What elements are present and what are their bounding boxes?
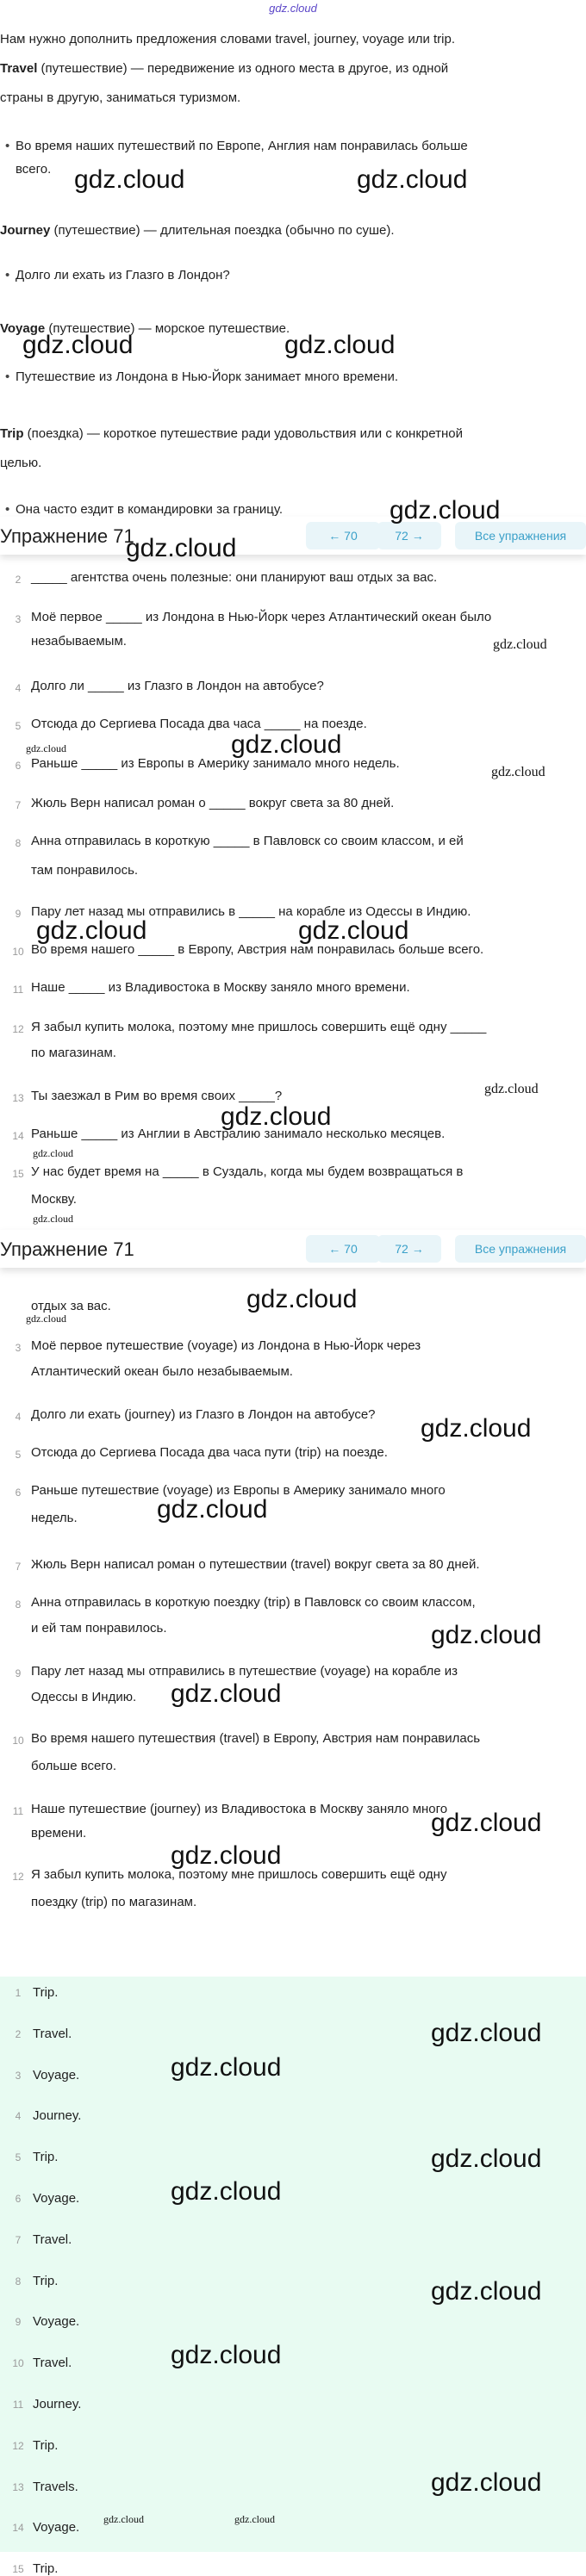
task-item-number: 7 — [15, 799, 22, 811]
translation-item-number: 10 — [12, 1735, 24, 1747]
task-item-text: Анна отправилась в короткую _____ в Павловск со своим классом, и ей — [31, 834, 464, 848]
answer-number: 2 — [15, 2027, 22, 2040]
translation-item-number: 3 — [15, 1342, 22, 1354]
watermark-logo: gdz.cloud — [484, 1082, 539, 1096]
task-item-number: 3 — [15, 613, 22, 625]
task-item-number: 8 — [15, 837, 22, 849]
task-item-text: Жюль Верн написал роман о _____ вокруг света за 80 дней. — [31, 796, 395, 810]
trip-definition-cont: целью. — [0, 456, 42, 470]
answer-text: Voyage. — [33, 2520, 80, 2536]
journey-def-text: (путешествие) — длительная поездка (обычно по суше). — [50, 223, 395, 238]
travel-def-text: (путешествие) — передвижение из одного места в другое, из одной — [37, 61, 449, 76]
task-item-text: незабываемым. — [31, 634, 127, 649]
watermark-logo: gdz.cloud — [171, 1679, 282, 1708]
answer-text: Voyage. — [33, 2191, 80, 2206]
watermark-logo: gdz.cloud — [431, 2277, 542, 2306]
answer-text: Journey. — [33, 2397, 82, 2412]
next-exercise-button[interactable]: 72 → — [377, 522, 441, 549]
translation-item-text: и ей там понравилось. — [31, 1621, 167, 1636]
translation-item-text: поездку (trip) по магазинам. — [31, 1895, 197, 1909]
watermark-logo: gdz.cloud — [431, 2145, 542, 2173]
answer-number: 10 — [12, 2357, 24, 2370]
task-item-number: 6 — [15, 760, 22, 772]
trip-definition — [0, 419, 579, 450]
watermark-logo: gdz.cloud — [22, 331, 134, 359]
task-item-number: 11 — [12, 984, 24, 996]
task-item-number: 12 — [12, 1023, 24, 1035]
watermark-logo: gdz.cloud — [246, 1285, 358, 1313]
exercise-nav-bar-2 — [0, 1230, 586, 1268]
answer-number: 4 — [15, 2110, 22, 2123]
answer-text: Trip. — [33, 2273, 59, 2288]
translation-item-text: Атлантический океан было незабываемым. — [31, 1364, 293, 1379]
task-item-text: по магазинам. — [31, 1046, 116, 1060]
task-item-number: 4 — [15, 682, 22, 694]
watermark-logo: gdz.cloud — [33, 1147, 73, 1159]
answer-number: 3 — [15, 2069, 22, 2082]
answer-number: 11 — [12, 2399, 24, 2411]
answer-text: Trip. — [33, 2150, 59, 2165]
watermark-logo: gdz.cloud — [33, 1213, 73, 1225]
answer-number: 15 — [12, 2563, 24, 2576]
answer-text: Trip. — [33, 1985, 59, 2000]
prev-exercise-button[interactable]: ← 70 — [306, 522, 380, 549]
voyage-example: • Путешествие из Лондона в Нью-Йорк занимает много времени. — [16, 365, 576, 388]
task-item-text: Наше _____ из Владивостока в Москву заняло много времени. — [31, 980, 410, 995]
translation-item-number: 8 — [15, 1598, 22, 1611]
translation-item-text: Долго ли ехать (journey) из Глазго в Лондон на автобусе? — [31, 1407, 376, 1422]
watermark-logo: gdz.cloud — [171, 2053, 282, 2082]
trip-word: Trip — [0, 426, 24, 441]
watermark-logo: gdz.cloud — [431, 2468, 542, 2497]
watermark-logo: gdz.cloud — [231, 730, 342, 759]
watermark-logo: gdz.cloud — [431, 1809, 542, 1837]
exercise-title: Упражнение 71 — [0, 525, 134, 547]
travel-example-cont-text: всего. — [16, 162, 52, 177]
task-item-text: Долго ли _____ из Глазго в Лондон на автобусе? — [31, 679, 324, 693]
translation-item-text: больше всего. — [31, 1759, 117, 1773]
journey-definition — [0, 215, 579, 246]
answers-block — [0, 1977, 586, 2576]
translation-item-number: 12 — [12, 1871, 24, 1883]
translation-item-number: 9 — [15, 1667, 22, 1679]
next-exercise-button-2[interactable]: 72 → — [377, 1235, 441, 1263]
task-item-text: там понравилось. — [31, 863, 139, 878]
translation-item-text: Я забыл купить молока, поэтому мне пришлось совершить ещё одну — [31, 1867, 447, 1882]
answer-number: 6 — [15, 2193, 22, 2205]
watermark-logo: gdz.cloud — [431, 1621, 542, 1649]
voyage-word: Voyage — [0, 321, 46, 336]
watermark-logo: gdz.cloud — [298, 916, 409, 945]
translation-item-text: Во время нашего путешествия (travel) в Европу, Австрия нам понравилась — [31, 1731, 481, 1746]
answer-text: Trip. — [33, 2437, 59, 2453]
watermark-logo: gdz.cloud — [171, 2341, 282, 2369]
watermark-logo: gdz.cloud — [234, 2513, 275, 2525]
task-item-text: _____ агентства очень полезные: они планируют ваш отдых за вас. — [31, 570, 438, 585]
watermark-logo: gdz.cloud — [421, 1414, 532, 1443]
task-item-text: Москву. — [31, 1192, 77, 1207]
trip-def-text: (поездка) — короткое путешествие ради удовольствия или с конкретной — [23, 426, 463, 441]
answer-number: 8 — [15, 2275, 22, 2287]
answer-number: 5 — [15, 2151, 22, 2164]
prev-exercise-button-2[interactable]: ← 70 — [306, 1235, 380, 1263]
answer-number: 12 — [12, 2439, 24, 2452]
answer-number: 9 — [15, 2316, 22, 2329]
task-item-text: Я забыл купить молока, поэтому мне пришлось совершить ещё одну _____ — [31, 1020, 487, 1034]
translation-item-text: Жюль Верн написал роман о путешествии (travel) вокруг света за 80 дней. — [31, 1557, 480, 1572]
watermark-logo: gdz.cloud — [390, 496, 501, 525]
watermark-logo: gdz.cloud — [431, 2019, 542, 2047]
task-item-text: У нас будет время на _____ в Суздаль, когда мы будем возвращаться в — [31, 1164, 464, 1179]
answer-text: Travel. — [33, 2026, 72, 2041]
task-item-number: 10 — [12, 946, 24, 958]
answer-text: Journey. — [33, 2108, 82, 2124]
translation-item-text: Отсюда до Сергиева Посада два часа пути (trip) на поезде. — [31, 1445, 388, 1460]
watermark-logo: gdz.cloud — [357, 165, 468, 194]
task-item-text: Раньше _____ из Англии в Австралию занимало несколько месяцев. — [31, 1127, 446, 1141]
answer-text: Travel. — [33, 2356, 72, 2371]
travel-definition — [0, 53, 579, 84]
task-item-number: 14 — [12, 1130, 24, 1142]
translation-item-text: недель. — [31, 1511, 78, 1525]
translation-item-number: 11 — [12, 1805, 24, 1817]
trip-example: • Она часто ездит в командировки за границу. — [16, 498, 576, 521]
answer-number: 13 — [12, 2480, 24, 2493]
translation-item-text: времени. — [31, 1826, 87, 1840]
watermark-logo: gdz.cloud — [26, 742, 66, 754]
answer-number: 1 — [15, 1987, 22, 1999]
watermark-logo: gdz.cloud — [221, 1102, 332, 1131]
task-item-number: 2 — [15, 574, 22, 586]
answer-text: Travel. — [33, 2231, 72, 2247]
translation-item-text: отдых за вас. — [31, 1299, 111, 1313]
translation-item-text: Моё первое путешествие (voyage) из Лондона в Нью-Йорк через — [31, 1338, 421, 1353]
task-item-text: Во время нашего _____ в Европу, Австрия нам понравилась больше всего. — [31, 942, 484, 957]
site-logo[interactable]: gdz.cloud — [269, 2, 317, 15]
answer-text: Voyage. — [33, 2314, 80, 2330]
watermark-logo: gdz.cloud — [103, 2513, 144, 2525]
answer-number: 7 — [15, 2233, 22, 2246]
task-description: Нам нужно дополнить предложения словами travel, journey, voyage или trip. — [0, 32, 456, 47]
exercise-title-2: Упражнение 71 — [0, 1238, 134, 1260]
journey-example: • Долго ли ехать из Глазго в Лондон? — [16, 264, 576, 287]
answer-number: 14 — [12, 2522, 24, 2535]
translation-item-text: Анна отправилась в короткую поездку (trip) в Павловск со своим классом, — [31, 1595, 476, 1610]
watermark-logo: gdz.cloud — [74, 165, 185, 194]
watermark-logo: gdz.cloud — [126, 534, 237, 562]
task-item-text: Моё первое _____ из Лондона в Нью-Йорк через Атлантический океан было — [31, 610, 492, 624]
travel-word: Travel — [0, 61, 38, 76]
translation-item-text: Пару лет назад мы отправились в путешествие (voyage) на корабле из — [31, 1664, 458, 1679]
translation-item-number: 6 — [15, 1487, 22, 1499]
task-item-text: Ты заезжал в Рим во время своих _____? — [31, 1089, 283, 1103]
travel-example: • Во время наших путешествий по Европе, Англия нам понравилась больше — [16, 134, 576, 158]
all-exercises-button[interactable]: Все упражнения — [455, 522, 586, 549]
task-item-number: 9 — [15, 908, 22, 920]
answer-text: Voyage. — [33, 2067, 80, 2083]
watermark-logo: gdz.cloud — [36, 916, 147, 945]
task-item-number: 5 — [15, 720, 22, 732]
watermark-logo: gdz.cloud — [493, 637, 547, 652]
translation-item-text: Одессы в Индию. — [31, 1690, 137, 1704]
translation-item-number: 5 — [15, 1449, 22, 1461]
watermark-logo: gdz.cloud — [171, 1841, 282, 1870]
translation-item-text: Раньше путешествие (voyage) из Европы в Америку занимало много — [31, 1483, 446, 1498]
task-item-text: Раньше _____ из Европы в Америку занимало много недель. — [31, 756, 400, 771]
translation-item-number: 4 — [15, 1411, 22, 1423]
translation-item-text: Наше путешествие (journey) из Владивостока в Москву заняло много — [31, 1802, 448, 1816]
task-item-text: Пару лет назад мы отправились в _____ на корабле из Одессы в Индию. — [31, 904, 471, 919]
travel-definition-cont: страны в другую, заниматься туризмом. — [0, 90, 241, 105]
answer-text: Trip. — [33, 2561, 59, 2576]
watermark-logo: gdz.cloud — [157, 1495, 268, 1524]
translation-item-number: 7 — [15, 1561, 22, 1573]
task-item-number: 13 — [12, 1092, 24, 1104]
voyage-def-text: (путешествие) — морское путешествие. — [45, 321, 290, 336]
journey-word: Journey — [0, 223, 51, 238]
watermark-logo: gdz.cloud — [491, 765, 545, 779]
watermark-logo: gdz.cloud — [284, 331, 396, 359]
task-item-text: Отсюда до Сергиева Посада два часа _____ на поезде. — [31, 717, 367, 731]
answer-text: Travels. — [33, 2479, 78, 2494]
watermark-logo: gdz.cloud — [171, 2177, 282, 2206]
all-exercises-button-2[interactable]: Все упражнения — [455, 1235, 586, 1263]
task-item-number: 15 — [12, 1168, 24, 1180]
watermark-logo: gdz.cloud — [26, 1313, 66, 1325]
